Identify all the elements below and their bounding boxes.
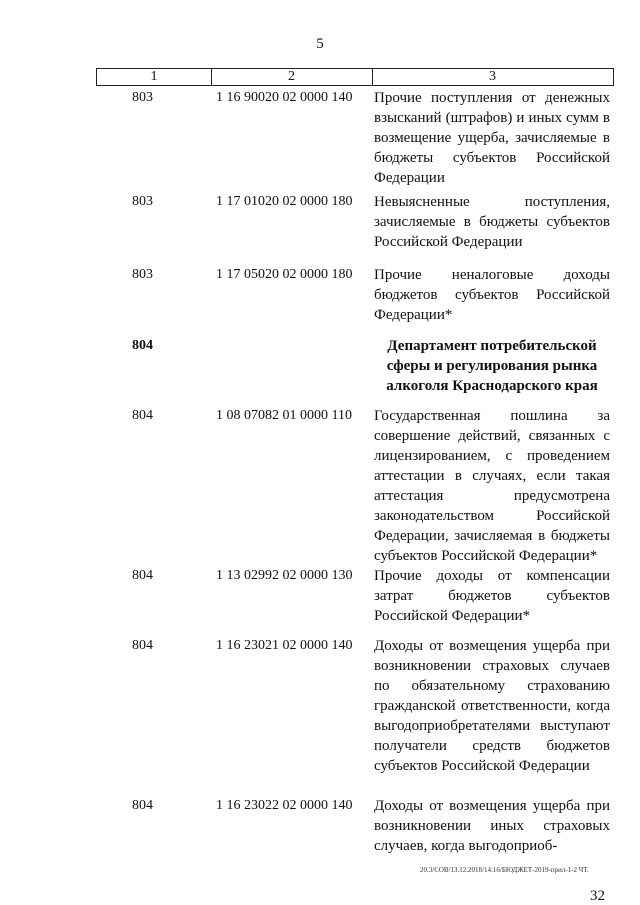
income-description: Государственная пошлина за совершение действий, связанных с лицензированием, с проведением аттестации в случаях, если такая аттестация предусмотрена законодательством Российской Федерации, зачисляемая в бюджеты субъектов Российской Федерации*: [374, 408, 610, 564]
income-code: 1 16 23022 02 0000 140: [216, 798, 353, 813]
income-code: 1 17 05020 02 0000 180: [216, 267, 353, 282]
income-description: Прочие доходы от компенсации затрат бюджетов субъектов Российской Федерации*: [374, 568, 610, 624]
admin-code: 803: [132, 90, 153, 105]
header-col-2: 2: [211, 69, 373, 85]
header-col-1: 1: [97, 69, 212, 85]
income-description: Доходы от возмещения ущерба при возникновении страховых случаев по обязательному страхованию гражданской ответственности, когда выгодоприобретателями выступают получатели средств бюджетов субъектов Российской Федерации: [374, 638, 610, 774]
admin-code: 804: [132, 338, 153, 353]
income-code: 1 17 01020 02 0000 180: [216, 194, 353, 209]
admin-code: 803: [132, 194, 153, 209]
admin-code: 804: [132, 638, 153, 653]
admin-code: 804: [132, 408, 153, 423]
admin-code: 804: [132, 798, 153, 813]
header-col-3: 3: [489, 69, 496, 84]
department-title: Департамент потребительской сферы и регулирования рынка алкоголя Краснодарского края: [386, 338, 598, 394]
corner-page-number: 32: [590, 888, 605, 904]
income-code: 1 16 90020 02 0000 140: [216, 90, 353, 105]
income-description: Доходы от возмещения ущерба при возникновении иных страховых случаев, когда выгодоприоб-: [374, 798, 610, 854]
admin-code: 804: [132, 568, 153, 583]
admin-code: 803: [132, 267, 153, 282]
income-code: 1 08 07082 01 0000 110: [216, 408, 352, 423]
income-code: 1 13 02992 02 0000 130: [216, 568, 353, 583]
income-description: Прочие неналоговые доходы бюджетов субъектов Российской Федерации*: [374, 267, 610, 323]
income-code: 1 16 23021 02 0000 140: [216, 638, 353, 653]
income-description: Невыясненные поступления, зачисляемые в бюджеты субъектов Российской Федерации: [374, 194, 610, 250]
page-number: 5: [316, 36, 324, 52]
income-description: Прочие поступления от денежных взысканий (штрафов) и иных сумм в возмещение ущерба, зачисляемые в бюджеты субъектов Российской Федерации: [374, 90, 610, 186]
document-footer: 20.3/СОВ/13.12.2018/14:16/БЮДЖЕТ-2019-прил-1-2 ЧТ.: [420, 866, 589, 874]
